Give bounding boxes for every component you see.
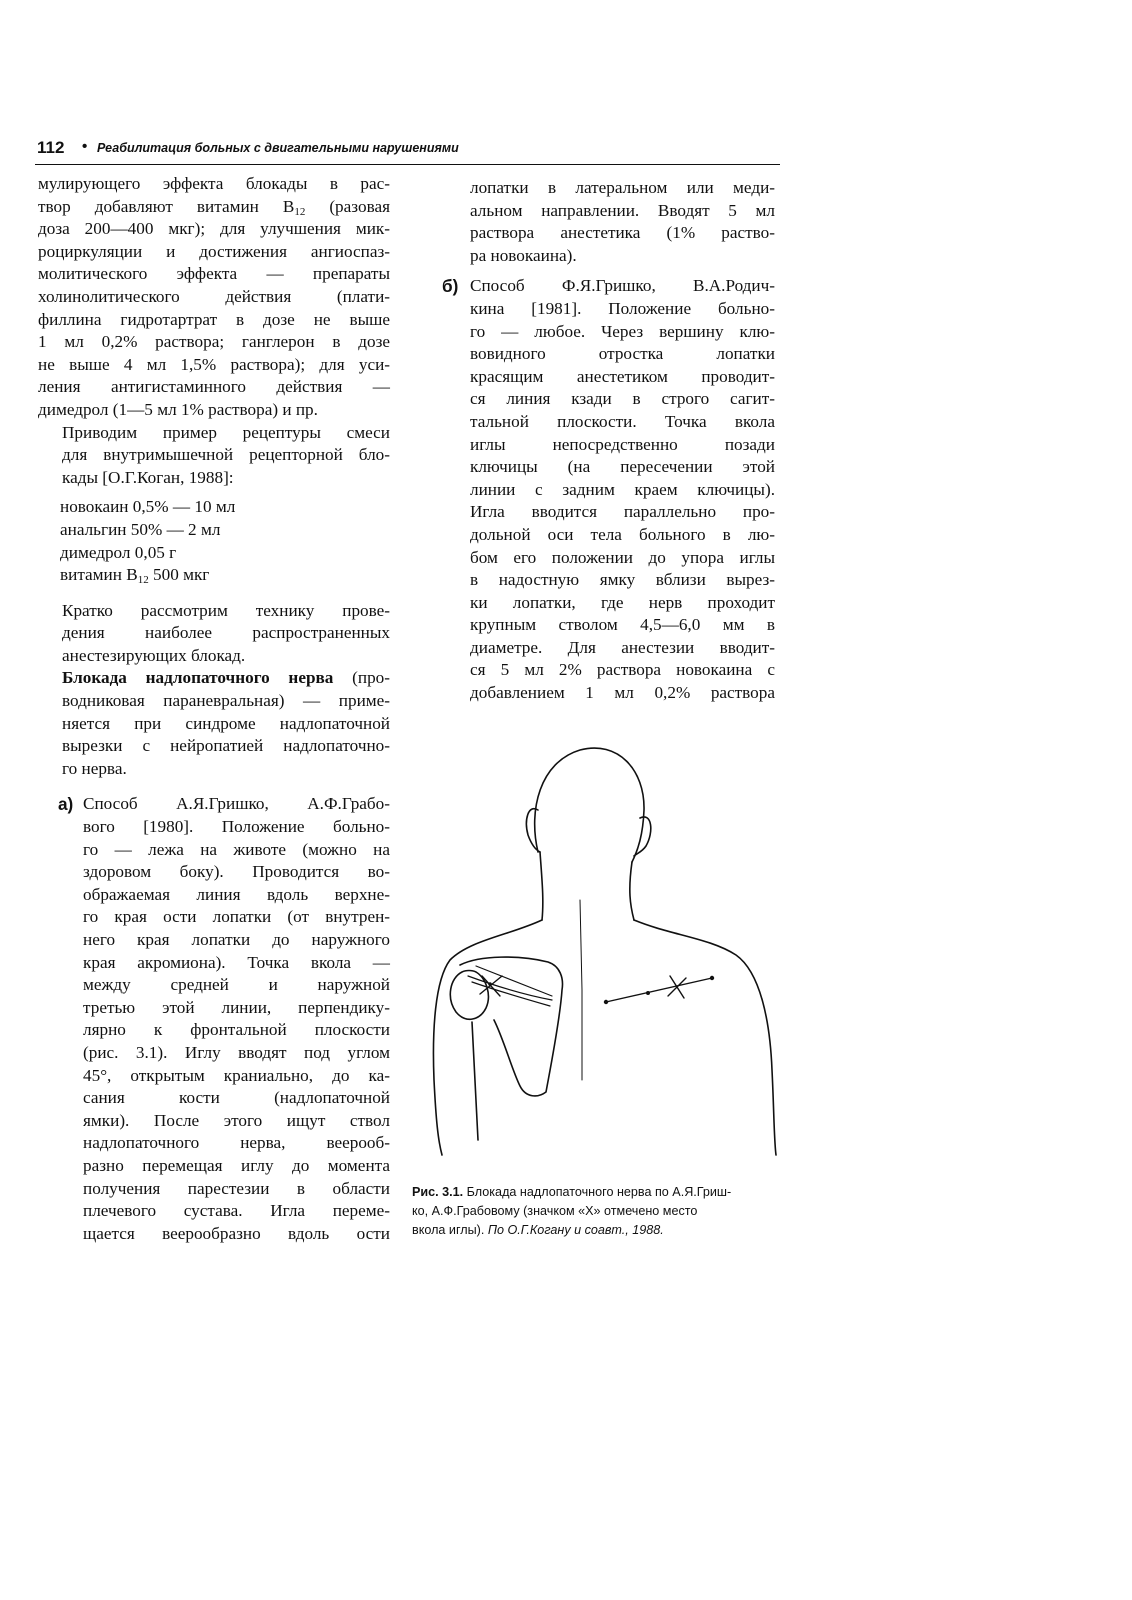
text-line: разно перемещая иглу до момента (83, 1155, 390, 1175)
text-line: плечевого сустава. Игла переме- (83, 1201, 390, 1221)
back-illustration (420, 740, 790, 1160)
text-line: Способ А.Я.Гришко, А.Ф.Грабо- (83, 794, 390, 814)
text-line: крупным стволом 4,5—6,0 мм в (470, 615, 775, 635)
text-line: ра новокаина). (470, 245, 577, 265)
text-line: альном направлении. Вводят 5 мл (470, 200, 775, 220)
right-line-point-3 (710, 976, 714, 980)
right-shoulder-outline (634, 920, 776, 1155)
recipe-list (60, 496, 390, 586)
text-line: края акромиона). Точка вкола — (83, 952, 390, 972)
right-line-point-2 (646, 991, 650, 995)
paragraph-block-definition (38, 667, 390, 780)
text-line: дольной оси тела больного в лю- (470, 524, 775, 544)
text-line: холинолитического действия (плати- (38, 286, 390, 306)
text-line: вого [1980]. Положение больно- (83, 817, 390, 837)
text-line: линии с задним краем ключицы). (470, 479, 775, 499)
caption-source: По О.Г.Когану и соавт., 1988. (487, 1223, 664, 1237)
text-line: надлопаточного нерва, веерооб- (83, 1133, 390, 1153)
figure-caption (412, 1183, 782, 1240)
text-line: ся линия кзади в строго сагит- (470, 389, 775, 409)
paragraph-method-a-end (450, 177, 775, 267)
text-line: щается веерообразно вдоль ости (83, 1223, 390, 1243)
text-line: 1 мл 0,2% раствора; ганглерон в дозе (38, 332, 390, 352)
neck-left (540, 852, 543, 920)
method-a-marker: а) (58, 794, 74, 815)
running-title: Реабилитация больных с двигательными нарушениями (97, 141, 459, 155)
text-line: между средней и наружной (83, 975, 390, 995)
text-line: Кратко рассмотрим технику прове- (62, 600, 390, 620)
text-line: няется при синдроме надлопаточной (62, 713, 390, 733)
left-humerus-line (472, 1022, 478, 1140)
text-line: 45°, открытым краниально, до ка- (83, 1065, 390, 1085)
text-line: мулирующего эффекта блокады в рас- (38, 174, 390, 193)
text-line: иглы непосредственно позади (470, 434, 775, 454)
text-line: ключицы (на пересечении этой (470, 457, 775, 477)
method-a-text (83, 793, 390, 1245)
text-line: роциркуляции и достижения ангиоспаз- (38, 241, 390, 261)
paragraph-technique-intro (38, 600, 390, 668)
text-line: диаметре. Для анестезии вводит- (470, 637, 775, 657)
caption-line-3: вкола иглы). (412, 1223, 488, 1237)
text-line: го нерва. (62, 758, 127, 778)
text-line: для внутримышечной рецепторной бло- (62, 445, 390, 465)
text-line: дения наиболее распространенных (62, 623, 390, 643)
block-definition-first-line: Блокада надлопаточного нерва (про- (62, 668, 390, 688)
text-line: вырезки с нейропатией надлопаточно- (62, 736, 390, 756)
text-line: го — любое. Через вершину клю- (470, 321, 775, 341)
text-line: сания кости (надлопаточной (83, 1088, 390, 1108)
text-line: новокаин 0,5% — 10 мл (60, 497, 236, 517)
method-b (442, 275, 775, 704)
neck-right (630, 862, 634, 920)
text-line: Игла вводится параллельно про- (470, 502, 775, 522)
text-line: вовидного отростка лопатки (470, 344, 775, 364)
text-line: твор добавляют витамин $В_{12}$ (разовая (38, 196, 390, 218)
text-line: ямки). После этого ищут ствол (83, 1110, 390, 1130)
text-line: димедрол 0,05 г (60, 542, 177, 562)
text-line: раствора анестетика (1% раство- (470, 223, 775, 243)
caption-line-1: Блокада надлопаточного нерва по А.Я.Гриш- (463, 1185, 732, 1199)
left-line-point (488, 982, 492, 986)
block-heading: Блокада надлопаточного нерва (62, 668, 334, 688)
text-line: в надостную ямку вблизи вырез- (470, 570, 775, 590)
text-line: анальгин 50% — 2 мл (60, 519, 221, 539)
text-line: кады [О.Г.Коган, 1988]: (62, 467, 234, 487)
page-number: 112 (37, 138, 65, 157)
text-line: получения парестезии в области (83, 1178, 390, 1198)
left-scapula-spine-lower (472, 982, 550, 1006)
text-line: анестезирующих блокад. (62, 645, 246, 665)
text-line: витамин $В_{12}$ 500 мкг (60, 565, 210, 587)
text-line: третью этой линии, перпендику- (83, 997, 390, 1017)
text-line: Приводим пример рецептуры смеси (62, 422, 390, 442)
text-line: лопатки в латеральном или меди- (470, 178, 775, 197)
text-line: молитического эффекта — препараты (38, 264, 390, 284)
right-injection-line (606, 978, 712, 1002)
left-humeral-head (450, 971, 488, 1020)
text-line: филлина гидротартрат в дозе не выше (38, 309, 390, 329)
text-line: не выше 4 мл 1,5% раствора); для уси- (38, 354, 390, 374)
text-line: ся 5 мл 2% раствора новокаина с (470, 660, 775, 680)
head-outline (535, 748, 644, 862)
left-shoulder-outline (433, 920, 542, 1155)
text-line: Способ Ф.Я.Гришко, В.А.Родич- (470, 276, 775, 296)
text-line: димедрол (1—5 мл 1% раствора) и пр. (38, 399, 318, 419)
method-b-marker: б) (442, 276, 459, 297)
header-bullet: • (82, 138, 88, 155)
text-line: бом его положении до упора иглы (470, 547, 775, 567)
text-line: тальной плоскости. Точка вкола (470, 411, 775, 431)
text-line: кина [1981]. Положение больно- (470, 298, 775, 318)
right-line-point-1 (604, 1000, 608, 1004)
text-line: него края лопатки до наружного (83, 930, 390, 949)
text-line: ления антигистаминного действия — (38, 377, 390, 397)
text-line: лярно к фронтальной плоскости (83, 1020, 390, 1040)
text-line: здоровом боку). Проводится во- (83, 862, 390, 882)
text-line: красящим анестетиком проводит- (470, 366, 775, 386)
spine-line (580, 900, 582, 1080)
text-line: водниковая параневральная) — приме- (62, 691, 390, 711)
text-line: го — лежа на животе (можно на (83, 839, 390, 859)
text-line: го края ости лопатки (от внутрен- (83, 907, 390, 927)
method-a (38, 793, 390, 1245)
text-line: (рис. 3.1). Иглу вводят под углом (83, 1042, 390, 1062)
text-line: добавлением 1 мл 0,2% раствора (470, 683, 775, 703)
running-header (35, 138, 780, 165)
text-line: доза 200—400 мкг); для улучшения мик- (38, 219, 390, 239)
caption-line-2: ко, А.Ф.Грабовому (значком «X» отмечено место (412, 1204, 698, 1218)
text-line: ки лопатки, где нерв проходит (470, 592, 775, 612)
caption-number: Рис. 3.1. (412, 1185, 464, 1199)
method-b-text (470, 275, 775, 704)
text-line: ображаемая линия вдоль верхне- (83, 884, 390, 904)
left-ear-outline (526, 809, 540, 852)
right-column (442, 177, 775, 705)
paragraph-recipe-intro (38, 422, 390, 490)
left-column (38, 173, 390, 1245)
paragraph-vitamins (38, 173, 390, 422)
